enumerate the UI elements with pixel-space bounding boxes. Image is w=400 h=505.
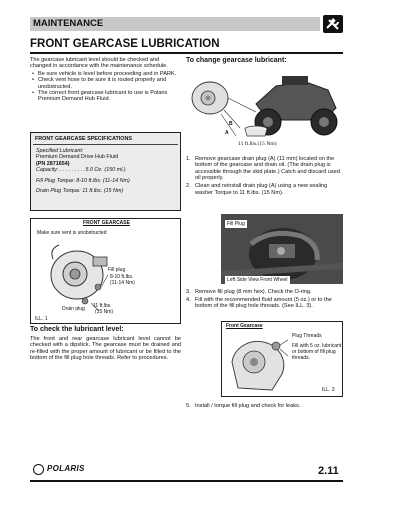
ill1-caption: Make sure vent is unobstructed [37, 230, 107, 236]
gearcase-fill-drawing [226, 332, 288, 394]
steps-list-a [186, 156, 343, 197]
ill3-fill-note: Fill with 5 oz. lubricant or bottom of fill plug threads. [292, 343, 342, 361]
step-text: Fill with the recommended fluid amount (5 oz.) or to the bottom of the fill plug hole threads. (See ILL. 3). [195, 296, 332, 310]
step-text: Remove fill plug (8 mm hex). Check the O-ring. [195, 289, 312, 295]
spec-lubricant-label: Specified Lubricant: [36, 148, 84, 154]
spec-capacity [36, 167, 175, 173]
step-item [186, 403, 343, 409]
check-text: The front and rear gearcase lubricant level cannot be checked with a dipstick. The gearcase must be drained and re-filled with the proper amount of lubricant or be filled to the bottom of the fill plug hole threads. Refer to procedures. [30, 336, 181, 362]
spec-capacity-label: Capacity: [36, 167, 59, 174]
step-text: Remove gearcase drain plug (A) (11 mm) located on the bottom of the gearcase and drain oil. (The drain plug is accessible through the skid plate.) Catch and discard used oil properly. [195, 156, 340, 182]
atv-gearcase-diagram [186, 64, 343, 150]
spec-capacity-value: . . . . . . . . .5.0 Oz. (150 ml.) [59, 167, 126, 174]
ill1-title: FRONT GEARCASE [83, 220, 130, 226]
spec-part-number: (PN 2871654) [36, 160, 70, 167]
ill3-title: Front Gearcase [226, 323, 263, 329]
page-title: FRONT GEARCASE LUBRICATION [30, 38, 220, 50]
ill1-fill-plug-label: Fill plug [108, 267, 126, 273]
ill3-label: ILL. 3 [322, 387, 335, 393]
polaris-logo-icon [33, 464, 44, 475]
ill3-plug-threads: Plug Threads [292, 333, 322, 339]
steps-list-b [186, 289, 343, 311]
steps-list-c [186, 403, 343, 411]
step-number: 3. [186, 289, 191, 295]
section-header: MAINTENANCE [33, 18, 104, 29]
step-item [186, 297, 343, 310]
intro-text: The gearcase lubricant level should be checked and changed in accordance with the maintenance schedule. [30, 57, 168, 70]
step-number: 4. [186, 296, 191, 303]
bullet-item: • Be sure vehicle is level before proceeding and in PARK. [30, 71, 180, 77]
ill1-label: ILL. 1 [35, 316, 48, 322]
diagram-torque: 11 ft.lbs.(15 Nm) [238, 141, 277, 147]
step-item [186, 289, 343, 295]
intro-block [30, 57, 180, 103]
illustration-front-gearcase [30, 218, 181, 324]
step-item [186, 156, 343, 182]
step-item [186, 183, 343, 196]
bullet-item: • Check vent hose to be sure it is routed properly and unobstructed. [30, 77, 180, 90]
spec-lubricant: Premium Demand Drive Hub Fluid [36, 154, 119, 161]
photo-caption: Left Side View Front Wheel [227, 277, 288, 283]
check-heading: To check the lubricant level: [30, 326, 124, 333]
illustration-front-gearcase-fill [221, 321, 343, 397]
step-text: Clean and reinstall drain plug (A) using a new sealing washer Torque to 11 ft.lbs. (15 Nm). [195, 183, 328, 196]
spec-drain-plug-torque: Drain Plug Torque: 11 ft.lbs. (15 Nm) [36, 188, 124, 195]
specifications-title: FRONT GEARCASE SPECIFICATIONS [35, 136, 132, 142]
diagram-label-a: A [225, 130, 229, 136]
ill1-drain-torque: 11 ft.lbs. [93, 303, 112, 309]
brand-logo: POLARIS [47, 464, 85, 473]
specifications-box [30, 132, 181, 211]
ill1-fill-torque-nm: (11-14 Nm) [110, 280, 135, 286]
ill1-fill-torque: 8-10 ft.lbs. [110, 274, 134, 280]
step-number: 5. [186, 403, 191, 409]
diagram-label-b: B [229, 121, 233, 127]
footer-rule [30, 480, 343, 482]
bullet-item: • The correct front gearcase lubricant to use is Polaris Premium Demand Hub Fluid. [30, 90, 180, 103]
title-rule [30, 52, 343, 54]
wrench-screwdriver-icon [323, 15, 343, 33]
ill1-drain-plug-label: Drain plug [62, 306, 85, 312]
photo-fill-plug-tag: Fill Plug [227, 221, 245, 227]
step-text: Install / torque fill plug and check for leaks. [195, 403, 301, 409]
step-number: 2. [186, 183, 191, 190]
change-heading: To change gearcase lubricant: [186, 57, 287, 64]
spec-fill-plug-torque: Fill Plug Torque: 8-10 ft.lbs. (11-14 Nm) [36, 177, 130, 184]
bullet-list [30, 71, 180, 103]
specifications-body [33, 144, 178, 196]
step-number: 1. [186, 156, 191, 162]
photo-left-side-front-wheel [221, 214, 343, 284]
ill1-drain-torque-nm: (15 Nm) [95, 309, 114, 315]
page-number: 2.11 [318, 465, 339, 477]
